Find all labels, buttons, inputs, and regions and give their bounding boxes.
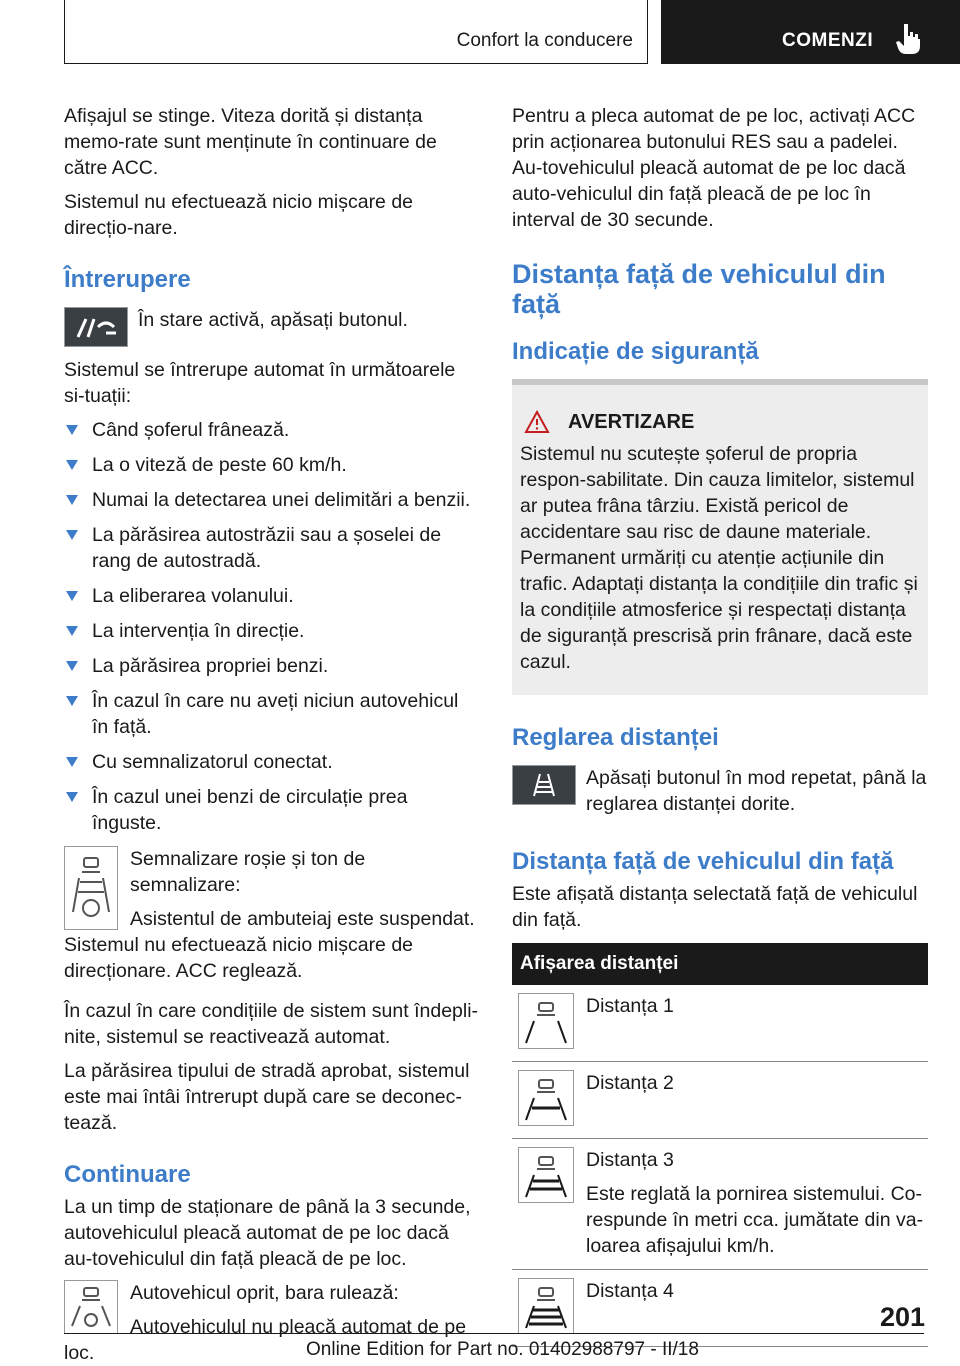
warning-box bbox=[512, 379, 928, 695]
stop-description: Autovehiculul nu pleacă automat de pe loc. bbox=[64, 1316, 467, 1364]
warning-triangle-icon bbox=[524, 410, 550, 434]
distance-1-icon bbox=[518, 993, 574, 1049]
heading-indicatie: Indicație de siguranță bbox=[512, 338, 759, 365]
heading-intrerupere: Întrerupere bbox=[64, 266, 191, 293]
header-section-tab bbox=[64, 0, 648, 64]
page-number: 201 bbox=[880, 1302, 926, 1332]
button-icon-row bbox=[64, 307, 480, 347]
footer-edition: Online Edition for Part no. 01402988797 - II/18 bbox=[306, 1339, 699, 1360]
heading-distanta-2: Distanța față de vehiculul din față bbox=[512, 848, 894, 875]
assistant-suspended-icon bbox=[64, 846, 118, 930]
warning-text: Sistemul nu scutește șoferul de propria respon-sabilitate. Din cauza limitelor, sistemul ar putea frâna târziu. Există pericol de accidentare sau risc de daune materiale. Permanent urmăriți cu atenție acțiunile din trafic. Adaptați distanța la condițiile din trafic și la condițiile atmosferice și respectați distanța de siguranță prescrisă prin frânare, dacă este cazul. bbox=[520, 443, 918, 673]
icon-caption: În stare activă, apăsați butonul. bbox=[138, 309, 408, 331]
distance-note: Este reglată la pornirea sistemului. Co-respunde în metri cca. jumătate din va-loarea afișajului km/h. bbox=[586, 1183, 924, 1257]
list-item: La intervenția în direcție. bbox=[64, 618, 480, 644]
paragraph: La părăsirea tipului de stradă aprobat, sistemul este mai întâi întrerupt după care se deconec-tează. bbox=[64, 1060, 470, 1134]
distance-button-row bbox=[512, 765, 928, 817]
list-item: Cu semnalizatorul conectat. bbox=[64, 749, 480, 775]
paragraph: În cazul în care condițiile de sistem sunt îndepli-nite, sistemul se reactivează automat. bbox=[64, 1000, 479, 1048]
heading-distanta: Distanța față de vehiculul din față bbox=[512, 259, 886, 319]
list-item: În cazul unei benzi de circulație prea înguste. bbox=[64, 784, 480, 836]
distance-table bbox=[512, 943, 928, 1347]
list-item: La părăsirea autostrăzii sau a șoselei de rang de autostradă. bbox=[64, 522, 480, 574]
table-row bbox=[512, 1139, 928, 1270]
list-item: La o viteză de peste 60 km/h. bbox=[64, 452, 480, 478]
list-item: La părăsirea propriei benzi. bbox=[64, 653, 480, 679]
header-section-title: Confort la conducere bbox=[456, 30, 633, 51]
lane-assist-button-icon bbox=[64, 307, 128, 347]
header-chapter-title: COMENZI bbox=[782, 30, 874, 51]
heading-continuare: Continuare bbox=[64, 1161, 191, 1188]
signal-block bbox=[64, 846, 480, 984]
distance-label: Distanța 3 bbox=[586, 1149, 674, 1171]
hand-pointer-icon bbox=[894, 22, 924, 56]
right-column bbox=[512, 103, 928, 1347]
list-item: Când șoferul frânează. bbox=[64, 417, 480, 443]
left-column bbox=[64, 103, 480, 1366]
distance-button-icon bbox=[512, 765, 576, 805]
table-row bbox=[512, 1270, 928, 1347]
table-row bbox=[512, 985, 928, 1062]
paragraph: Sistemul se întrerupe automat în următoarele si-tuații: bbox=[64, 359, 456, 407]
distance-label: Distanța 2 bbox=[586, 1072, 674, 1094]
list-item: Numai la detectarea unei delimitări a benzii. bbox=[64, 487, 480, 513]
warning-title: AVERTIZARE bbox=[520, 409, 920, 435]
distance-4-icon bbox=[518, 1278, 574, 1334]
paragraph: Pentru a pleca automat de pe loc, activați ACC prin acționarea butonului RES sau a padelei. Au-tovehiculul pleacă automat de pe loc dacă auto-vehiculul din față pleacă de pe loc în interval de 30 secunde. bbox=[512, 105, 916, 231]
stop-line: Autovehicul oprit, bara rulează: bbox=[130, 1282, 399, 1304]
vehicle-stopped-icon bbox=[64, 1280, 118, 1334]
distance-label: Distanța 1 bbox=[586, 995, 674, 1017]
icon-caption: Apăsați butonul în mod repetat, până la reglarea distanței dorite. bbox=[586, 767, 927, 815]
table-row bbox=[512, 1062, 928, 1139]
distance-label: Distanța 4 bbox=[586, 1280, 674, 1302]
signal-description: Asistentul de ambuteiaj este suspendat. Sistemul nu efectuează nicio mișcare de direcționare. ACC reglează. bbox=[64, 908, 475, 982]
heading-reglarea: Reglarea distanței bbox=[512, 724, 719, 751]
signal-line: Semnalizare roșie și ton de semnalizare: bbox=[130, 848, 366, 896]
header-chapter-tab bbox=[661, 0, 960, 64]
list-item: În cazul în care nu aveți niciun autovehicul în față. bbox=[64, 688, 480, 740]
list-item: La eliberarea volanului. bbox=[64, 583, 480, 609]
paragraph: La un timp de staționare de până la 3 secunde, autovehiculul pleacă automat de pe loc dacă au-tovehiculul din față pleacă de pe loc. bbox=[64, 1196, 471, 1270]
distance-2-icon bbox=[518, 1070, 574, 1126]
paragraph: Este afișată distanța selectată față de vehiculul din față. bbox=[512, 883, 918, 931]
footer-divider bbox=[64, 1333, 924, 1334]
distance-3-icon bbox=[518, 1147, 574, 1203]
interruption-list bbox=[64, 417, 480, 836]
paragraph: Sistemul nu efectuează nicio mișcare de direcțio-nare. bbox=[64, 191, 414, 239]
table-header: Afișarea distanței bbox=[512, 943, 928, 985]
paragraph: Afișajul se stinge. Viteza dorită și distanța memo-rate sunt menținute în continuare de către ACC. bbox=[64, 105, 437, 179]
